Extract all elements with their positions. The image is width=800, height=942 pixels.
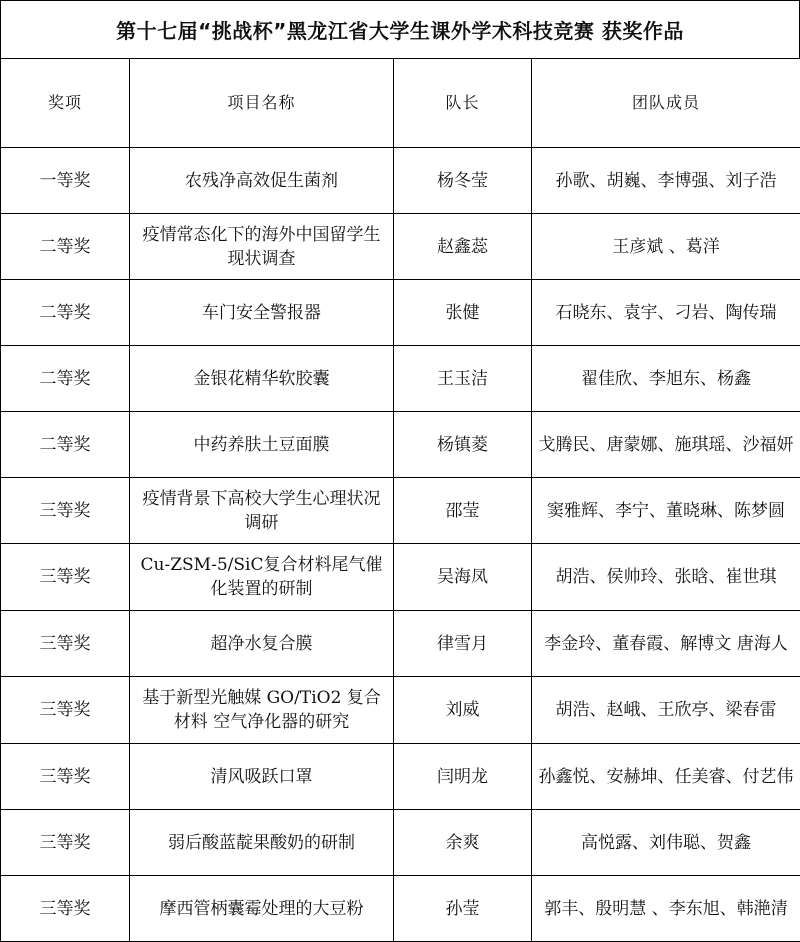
cell-award: 三等奖 [1, 611, 130, 677]
cell-award: 二等奖 [1, 412, 130, 478]
table-row [1, 677, 800, 744]
cell-project: 超净水复合膜 [130, 611, 394, 677]
cell-award: 三等奖 [1, 876, 130, 942]
table-row [1, 346, 800, 412]
document-title: 第十七届“挑战杯”黑龙江省大学生课外学术科技竞赛 获奖作品 [0, 0, 800, 58]
cell-members: 胡浩、侯帅玲、张晗、崔世琪 [532, 544, 800, 611]
cell-award: 三等奖 [1, 744, 130, 810]
header-leader: 队长 [394, 59, 532, 148]
table-row [1, 478, 800, 544]
cell-award: 三等奖 [1, 677, 130, 744]
cell-members: 孙鑫悦、安赫坤、任美睿、付艺伟 [532, 744, 800, 810]
cell-leader: 杨冬莹 [394, 148, 532, 214]
table-row [1, 876, 800, 942]
cell-leader: 邵莹 [394, 478, 532, 544]
cell-project: 清风吸跃口罩 [130, 744, 394, 810]
cell-members: 郭丰、殷明慧 、李东旭、韩滟清 [532, 876, 800, 942]
cell-award: 二等奖 [1, 280, 130, 346]
cell-project: Cu-ZSM-5/SiC复合材料尾气催化装置的研制 [130, 544, 394, 611]
cell-project: 摩西管柄囊霉处理的大豆粉 [130, 876, 394, 942]
cell-leader: 张健 [394, 280, 532, 346]
awards-table [0, 58, 800, 942]
table-row [1, 280, 800, 346]
cell-project: 疫情常态化下的海外中国留学生现状调查 [130, 214, 394, 280]
cell-leader: 吴海凤 [394, 544, 532, 611]
cell-leader: 杨镇菱 [394, 412, 532, 478]
header-award: 奖项 [1, 59, 130, 148]
cell-members: 戈腾民、唐蒙娜、施琪瑶、沙福妍 [532, 412, 800, 478]
cell-leader: 闫明龙 [394, 744, 532, 810]
cell-leader: 孙莹 [394, 876, 532, 942]
table-row [1, 412, 800, 478]
cell-project: 基于新型光触媒 GO/TiO2 复合材料 空气净化器的研究 [130, 677, 394, 744]
table-header-row [1, 59, 800, 148]
cell-leader: 余爽 [394, 810, 532, 876]
cell-members: 石晓东、袁宇、刁岩、陶传瑞 [532, 280, 800, 346]
cell-members: 孙歌、胡巍、李博强、刘子浩 [532, 148, 800, 214]
cell-leader: 律雪月 [394, 611, 532, 677]
cell-project: 金银花精华软胶囊 [130, 346, 394, 412]
cell-leader: 王玉洁 [394, 346, 532, 412]
table-row [1, 810, 800, 876]
cell-award: 一等奖 [1, 148, 130, 214]
cell-members: 高悦露、刘伟聪、贺鑫 [532, 810, 800, 876]
header-project: 项目名称 [130, 59, 394, 148]
cell-award: 二等奖 [1, 346, 130, 412]
cell-award: 三等奖 [1, 478, 130, 544]
table-row [1, 148, 800, 214]
table-row [1, 744, 800, 810]
cell-members: 翟佳欣、李旭东、杨鑫 [532, 346, 800, 412]
cell-members: 窦雅辉、李宁、董晓琳、陈梦圆 [532, 478, 800, 544]
cell-members: 李金玲、董春霞、解博文 唐海人 [532, 611, 800, 677]
cell-project: 中药养肤土豆面膜 [130, 412, 394, 478]
cell-members: 胡浩、赵峨、王欣亭、梁春雷 [532, 677, 800, 744]
cell-project: 车门安全警报器 [130, 280, 394, 346]
cell-leader: 刘威 [394, 677, 532, 744]
cell-members: 王彦斌 、葛洋 [532, 214, 800, 280]
cell-award: 三等奖 [1, 544, 130, 611]
table-row [1, 544, 800, 611]
cell-award: 二等奖 [1, 214, 130, 280]
cell-project: 弱后酸蓝靛果酸奶的研制 [130, 810, 394, 876]
cell-award: 三等奖 [1, 810, 130, 876]
table-row [1, 611, 800, 677]
cell-project: 农残净高效促生菌剂 [130, 148, 394, 214]
cell-project: 疫情背景下高校大学生心理状况调研 [130, 478, 394, 544]
header-members: 团队成员 [532, 59, 800, 148]
cell-leader: 赵鑫蕊 [394, 214, 532, 280]
table-row [1, 214, 800, 280]
